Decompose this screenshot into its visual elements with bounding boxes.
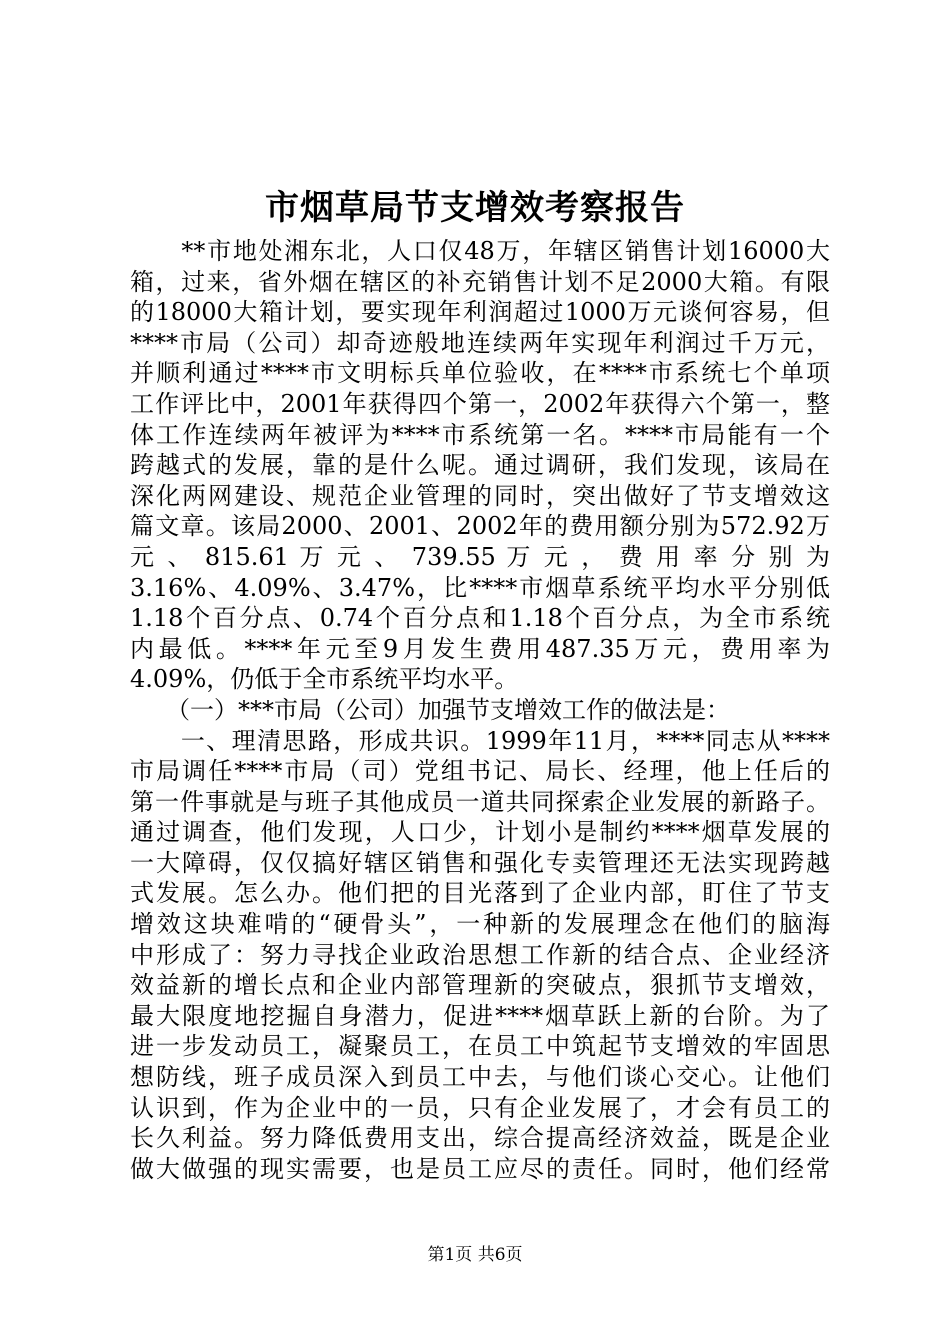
body-line: 元 、 815.61 万 元 、 739.55 万 元 ， 费 用 率 分 别 为 bbox=[130, 542, 830, 571]
body-line: 一、理清思路，形成共识。1999年11月，****同志从**** bbox=[130, 726, 830, 755]
document-body bbox=[130, 236, 830, 1184]
body-line: （一）***市局（公司）加强节支增效工作的做法是： bbox=[130, 695, 730, 724]
body-line: 并顺利通过****市文明标兵单位验收，在****市系统七个单项 bbox=[130, 359, 830, 388]
body-line: 认识到，作为企业中的一员，只有企业发展了，才会有员工的 bbox=[130, 1093, 830, 1122]
body-line: 跨越式的发展，靠的是什么呢。通过调研，我们发现，该局在 bbox=[130, 451, 830, 480]
body-line: 工作评比中，2001年获得四个第一，2002年获得六个第一，整 bbox=[130, 389, 830, 418]
body-line: 一大障碍，仅仅搞好辖区销售和强化专卖管理还无法实现跨越 bbox=[130, 848, 830, 877]
body-line: 3.16%、4.09%、3.47%，比****市烟草系统平均水平分别低 bbox=[130, 573, 830, 602]
body-line: 式发展。怎么办。他们把的目光落到了企业内部，盯住了节支 bbox=[130, 879, 830, 908]
body-line: ****市局（公司）却奇迹般地连续两年实现年利润过千万元， bbox=[130, 328, 830, 357]
body-line: 市局调任****市局（司）党组书记、局长、经理，他上任后的 bbox=[130, 757, 830, 786]
body-line: 中形成了：努力寻找企业政治思想工作新的结合点、企业经济 bbox=[130, 940, 830, 969]
body-line: 1.18个百分点、0.74个百分点和1.18个百分点，为全市系统 bbox=[130, 604, 830, 633]
body-line: 深化两网建设、规范企业管理的同时，突出做好了节支增效这 bbox=[130, 481, 830, 510]
page-footer: 第1页 共6页 bbox=[427, 1245, 523, 1265]
body-line: 通过调查，他们发现，人口少，计划小是制约****烟草发展的 bbox=[130, 818, 830, 847]
body-line: 最大限度地挖掘自身潜力，促进****烟草跃上新的台阶。为了 bbox=[130, 1001, 830, 1030]
body-line: 体工作连续两年被评为****市系统第一名。****市局能有一个 bbox=[130, 420, 830, 449]
body-line: 第一件事就是与班子其他成员一道共同探索企业发展的新路子。 bbox=[130, 787, 830, 816]
body-line: 做大做强的现实需要，也是员工应尽的责任。同时，他们经常 bbox=[130, 1154, 830, 1183]
body-line: 增效这块难啃的“硬骨头”，一种新的发展理念在他们的脑海 bbox=[130, 910, 830, 939]
body-line: **市地处湘东北，人口仅48万，年辖区销售计划16000大 bbox=[130, 237, 830, 265]
body-line: 的18000大箱计划，要实现年利润超过1000万元谈何容易，但 bbox=[130, 298, 830, 327]
body-line: 箱，过来，省外烟在辖区的补充销售计划不足2000大箱。有限 bbox=[130, 267, 830, 296]
body-line: 4.09%，仍低于全市系统平均水平。 bbox=[130, 665, 519, 694]
body-line: 想防线，班子成员深入到员工中去，与他们谈心交心。让他们 bbox=[130, 1063, 830, 1092]
body-line: 篇文章。该局2000、2001、2002年的费用额分别为572.92万 bbox=[130, 512, 830, 541]
body-line: 长久利益。努力降低费用支出，综合提高经济效益，既是企业 bbox=[130, 1124, 830, 1153]
body-line: 内最低。****年元至9月发生费用487.35万元，费用率为 bbox=[130, 634, 830, 663]
document-title: 市烟草局节支增效考察报告 bbox=[265, 188, 685, 228]
body-line: 效益新的增长点和企业内部管理新的突破点，狠抓节支增效， bbox=[130, 971, 830, 1000]
body-line: 进一步发动员工，凝聚员工，在员工中筑起节支增效的牢固思 bbox=[130, 1032, 830, 1061]
